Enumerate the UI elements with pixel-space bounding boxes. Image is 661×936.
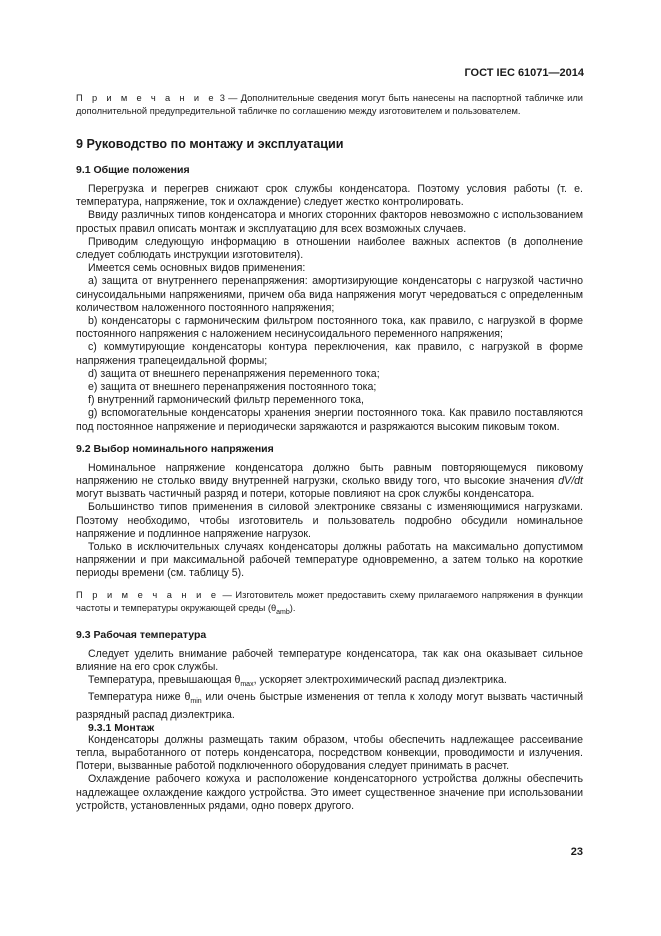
dvdt-symbol: dV/dt (558, 475, 583, 488)
text-run: Номинальное напряжение конденсатора должно быть равным повторяющемуся пиковому напряжению не столько ввиду внутренней нагрузки, сколько ввиду того, что высокие значения (76, 461, 583, 488)
paragraph: Имеется семь основных видов применения: (88, 262, 306, 275)
note-text: — Изготовитель может предоставить схему прилагаемого напряжения в функции частоты и температуры окружающей среды ( (76, 589, 583, 613)
paragraph (76, 691, 583, 722)
note-text: ). (289, 602, 296, 613)
subsection-9-1-title: 9.1 Общие положения (76, 164, 190, 176)
list-item-f: f) внутренний гармонический фильтр переменного тока, (88, 394, 364, 407)
theta-symbol: θ (270, 602, 277, 613)
paragraph (76, 462, 583, 502)
text-run: Температура ниже (88, 691, 185, 704)
subsection-9-2-body (76, 462, 583, 619)
page-number: 23 (570, 846, 583, 858)
subsection-9-3-title: 9.3 Рабочая температура (76, 628, 207, 641)
subsection-9-1-body (76, 183, 583, 434)
note-3 (76, 92, 583, 118)
list-item-g: g) вспомогательные конденсаторы хранения энергии постоянного тока. Как правило поставляются под постоянное напряжение и периодически заряжаются и разряжаются высоким пиковым током. (76, 407, 583, 433)
subscript: amb (276, 608, 290, 616)
paragraph: Большинство типов применения в силовой электронике связаны с изменяющимися нагрузками. Поэтому необходимо, чтобы изготовитель и пользователь подробно обсудили номинальное напряжение и подлинное напряжение нагрузок. (76, 501, 583, 540)
paragraph: Следует уделить внимание рабочей температуре конденсатора, так как она оказывает сильное влияние на его срок службы. (76, 647, 583, 673)
text-run: могут вызвать частичный разряд и потери, которые повлияют на срок службы конденсатора. (76, 488, 535, 501)
theta-symbol: θ (234, 673, 241, 686)
text-run: или очень быстрые изменения от тепла к холоду могут вызвать частичный разрядный распад диэлектрика. (76, 691, 584, 721)
paragraph (76, 674, 583, 691)
subsection-9-3-body (76, 648, 583, 813)
text-run: Температура, превышающая (88, 673, 235, 686)
paragraph: Охлаждение рабочего кожуха и расположение конденсаторного устройства должны обеспечить надлежащее охлаждение каждого устройства. Это имеет существенное значение при использовании устройств, установленных рядами, одно поверх другого. (76, 773, 583, 812)
paragraph: Конденсаторы должны размещать таким образом, чтобы обеспечить надлежащее рассеивание тепла, выработанного от потерь конденсатора, посредством конвекции, проводимости и излучения. Потери, вызванные работой подключенного оборудования следует принимать в расчет. (76, 733, 583, 773)
list-item-c: с) коммутирующие конденсаторы контура переключения, как правило, с нагрузкой в форме напряжения трапецеидальной формы; (76, 341, 583, 367)
subscript: max (240, 681, 254, 689)
list-item-e: е) защита от внешнего перенапряжения постоянного тока; (88, 381, 377, 394)
paragraph: Приводим следующую информацию в отношении наиболее важных аспектов (в дополнение следует соблюдать инструкции изготовителя). (76, 235, 583, 262)
paragraph: Перегрузка и перегрев снижают срок службы конденсатора. Поэтому условия работы (т. е. температура, напряжение, ток и охлаждение) следует жестко контролировать. (76, 183, 583, 209)
page-body (76, 92, 583, 813)
list-item-b: b) конденсаторы с гармоническим фильтром постоянного тока, как правило, с нагрузкой в форме постоянного напряжения с наложением несинусоидального переменного напряжения; (76, 315, 583, 341)
note (76, 589, 583, 619)
theta-symbol: θ (184, 691, 191, 704)
text-run: , ускоряет электрохимический распад диэлектрика. (253, 673, 507, 686)
paragraph: Только в исключительных случаях конденсаторы должны работать на максимально допустимом напряжении и при максимальной рабочей температуре одновременно, а затем только на короткие периоды времени (см. таблицу 5). (76, 541, 583, 580)
document-id: ГОСТ IEC 61071—2014 (464, 67, 584, 79)
note-label: П р и м е ч а н и е (76, 589, 220, 600)
list-item-d: d) защита от внешнего перенапряжения переменного тока; (88, 367, 380, 380)
subscript: min (190, 698, 202, 706)
subsection-9-2-title: 9.2 Выбор номинального напряжения (76, 442, 274, 455)
section-title: 9 Руководство по монтажу и эксплуатации (76, 137, 344, 151)
list-item-a: а) защита от внутреннего перенапряжения: амортизирующие конденсаторы с нагрузкой частично синусоидальными напряжениями, причем оба вида напряжения могут чередоваться с определенным количеством наложенного постоянного напряжения; (76, 275, 583, 314)
subsection-9-3-1-title: 9.3.1 Монтаж (88, 721, 155, 734)
note-label: П р и м е ч а н и е (76, 93, 217, 103)
note-text: 3 — Дополнительные сведения могут быть нанесены на паспортной табличке или дополнительной предупредительной табличке по соглашению между изготовителем и пользователем. (76, 93, 583, 116)
paragraph: Ввиду различных типов конденсатора и многих сторонних факторов невозможно с использованием простых правил описать монтаж и эксплуатацию для всех возможных случаев. (76, 209, 583, 235)
